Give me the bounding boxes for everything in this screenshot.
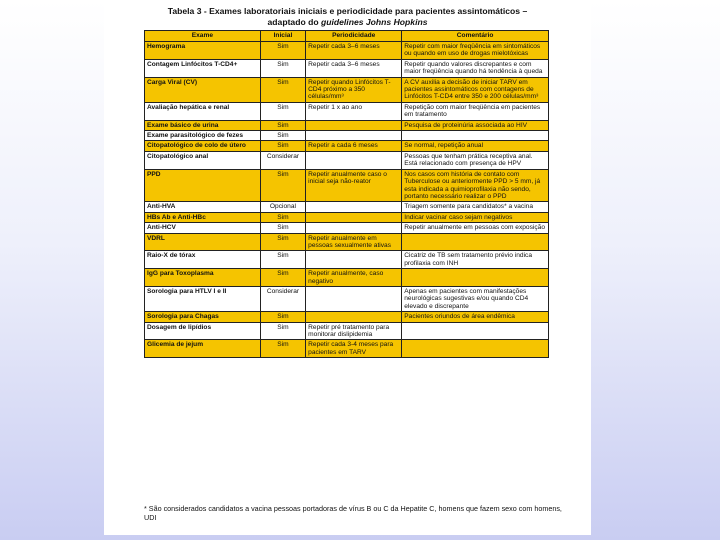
cell-periodicity: Repetir cada 3-4 meses para pacientes em TARV xyxy=(306,340,402,358)
cell-exam: VDRL xyxy=(145,233,261,251)
cell-periodicity: Repetir a cada 6 meses xyxy=(306,141,402,151)
cell-periodicity xyxy=(306,151,402,169)
cell-initial: Sim xyxy=(260,269,305,287)
title-line-2 xyxy=(104,17,591,28)
cell-exam: Anti-HCV xyxy=(145,223,261,233)
cell-exam: Contagem Linfócitos T-CD4+ xyxy=(145,59,261,77)
cell-comment xyxy=(402,233,549,251)
table-row xyxy=(145,77,549,102)
table-row xyxy=(145,233,549,251)
cell-initial: Sim xyxy=(260,212,305,222)
cell-comment: Pesquisa de proteinúria associada ao HIV xyxy=(402,120,549,130)
cell-exam: HBs Ab e Anti-HBc xyxy=(145,212,261,222)
header-exam: Exame xyxy=(145,31,261,42)
table-title xyxy=(104,6,591,27)
header-periodicity: Periodicidade xyxy=(306,31,402,42)
table-header-row xyxy=(145,31,549,42)
cell-comment: Cicatriz de TB sem tratamento prévio indica profilaxia com INH xyxy=(402,251,549,269)
cell-periodicity: Repetir cada 3–6 meses xyxy=(306,42,402,60)
cell-comment: Indicar vacinar caso sejam negativos xyxy=(402,212,549,222)
cell-initial: Sim xyxy=(260,312,305,322)
cell-comment: Repetir com maior freqüência em sintomáticos ou quando em uso de drogas mielotóxicas xyxy=(402,42,549,60)
cell-periodicity: Repetir cada 3–6 meses xyxy=(306,59,402,77)
exams-table xyxy=(144,30,549,358)
cell-periodicity: Repetir anualmente, caso negativo xyxy=(306,269,402,287)
cell-initial: Sim xyxy=(260,223,305,233)
cell-initial: Sim xyxy=(260,322,305,340)
cell-comment: Nos casos com história de contato com Tuberculose ou anteriormente PPD > 5 mm, já esta indicada a quimioprofilaxia não sendo, portanto necessário realizar o PPD xyxy=(402,169,549,202)
title-line-2-prefix: adaptado do xyxy=(267,16,319,27)
table-row xyxy=(145,102,549,120)
cell-exam: Anti-HVA xyxy=(145,202,261,212)
cell-periodicity: Repetir anualmente caso o inicial seja não-reator xyxy=(306,169,402,202)
table-row xyxy=(145,322,549,340)
cell-exam: Sorologia para Chagas xyxy=(145,312,261,322)
slide-page xyxy=(104,0,591,535)
table-row xyxy=(145,141,549,151)
cell-comment: Apenas em pacientes com manifestações neurológicas sugestivas e/ou quando CD4 elevado e discrepante xyxy=(402,286,549,311)
cell-periodicity xyxy=(306,251,402,269)
cell-initial: Sim xyxy=(260,42,305,60)
table-row xyxy=(145,269,549,287)
cell-exam: Citopatológico de colo de útero xyxy=(145,141,261,151)
table-row xyxy=(145,169,549,202)
cell-initial: Sim xyxy=(260,169,305,202)
cell-initial: Sim xyxy=(260,59,305,77)
table-row xyxy=(145,312,549,322)
cell-periodicity xyxy=(306,202,402,212)
cell-exam: Carga Viral (CV) xyxy=(145,77,261,102)
cell-comment: Pacientes oriundos de área endêmica xyxy=(402,312,549,322)
title-line-1: Tabela 3 - Exames laboratoriais iniciais e periodicidade para pacientes assintomáticos – xyxy=(167,6,528,16)
table-row xyxy=(145,120,549,130)
table-row xyxy=(145,223,549,233)
cell-initial: Sim xyxy=(260,141,305,151)
cell-periodicity: Repetir pré tratamento para monitorar dislipidemia xyxy=(306,322,402,340)
cell-periodicity xyxy=(306,120,402,130)
cell-initial: Sim xyxy=(260,131,305,141)
cell-initial: Sim xyxy=(260,102,305,120)
cell-comment: Repetir anualmente em pessoas com exposição xyxy=(402,223,549,233)
cell-exam: Citopatológico anal xyxy=(145,151,261,169)
table-row xyxy=(145,251,549,269)
cell-initial: Sim xyxy=(260,340,305,358)
cell-comment: A CV auxilia a decisão de iniciar TARV em pacientes assintomáticos com contagens de Linfócitos T-CD4 entre 350 e 200 células/mm³ xyxy=(402,77,549,102)
cell-periodicity xyxy=(306,131,402,141)
cell-exam: Raio-X de tórax xyxy=(145,251,261,269)
table-row xyxy=(145,340,549,358)
cell-comment xyxy=(402,131,549,141)
cell-comment xyxy=(402,322,549,340)
cell-initial: Opcional xyxy=(260,202,305,212)
cell-initial: Sim xyxy=(260,251,305,269)
table-row xyxy=(145,131,549,141)
cell-periodicity: Repetir 1 x ao ano xyxy=(306,102,402,120)
cell-periodicity xyxy=(306,312,402,322)
cell-periodicity xyxy=(306,212,402,222)
cell-periodicity: Repetir quando Linfócitos T-CD4 próximo a 350 células/mm³ xyxy=(306,77,402,102)
cell-exam: Avaliação hepática e renal xyxy=(145,102,261,120)
cell-comment: Triagem somente para candidatos* a vacina xyxy=(402,202,549,212)
footnote: * São considerados candidatos a vacina pessoas portadoras de vírus B ou C da Hepatite C, homens que fazem sexo com homens, UDI xyxy=(144,504,562,522)
cell-exam: IgG para Toxoplasma xyxy=(145,269,261,287)
table-row xyxy=(145,151,549,169)
cell-comment: Repetir quando valores discrepantes e com maior freqüência quando há tendência à queda xyxy=(402,59,549,77)
cell-exam: Glicemia de jejum xyxy=(145,340,261,358)
table-row xyxy=(145,286,549,311)
cell-exam: Exame parasitológico de fezes xyxy=(145,131,261,141)
table-row xyxy=(145,59,549,77)
cell-comment xyxy=(402,340,549,358)
table-row xyxy=(145,212,549,222)
cell-exam: Hemograma xyxy=(145,42,261,60)
table-row xyxy=(145,202,549,212)
table-row xyxy=(145,42,549,60)
cell-initial: Sim xyxy=(260,120,305,130)
cell-exam: Exame básico de urina xyxy=(145,120,261,130)
cell-exam: Dosagem de lipídios xyxy=(145,322,261,340)
cell-initial: Sim xyxy=(260,77,305,102)
header-comment: Comentário xyxy=(402,31,549,42)
cell-comment: Repetição com maior freqüência em pacientes em tratamento xyxy=(402,102,549,120)
cell-exam: Sorologia para HTLV I e II xyxy=(145,286,261,311)
cell-periodicity xyxy=(306,286,402,311)
cell-comment: Pessoas que tenham prática receptiva anal. Está relacionado com presença de HPV xyxy=(402,151,549,169)
cell-exam: PPD xyxy=(145,169,261,202)
cell-initial: Considerar xyxy=(260,151,305,169)
cell-comment xyxy=(402,269,549,287)
title-line-2-emphasis: guidelines Johns Hopkins xyxy=(321,16,428,27)
cell-periodicity xyxy=(306,223,402,233)
header-initial: Inicial xyxy=(260,31,305,42)
cell-periodicity: Repetir anualmente em pessoas sexualmente ativas xyxy=(306,233,402,251)
cell-initial: Sim xyxy=(260,233,305,251)
cell-initial: Considerar xyxy=(260,286,305,311)
cell-comment: Se normal, repetição anual xyxy=(402,141,549,151)
